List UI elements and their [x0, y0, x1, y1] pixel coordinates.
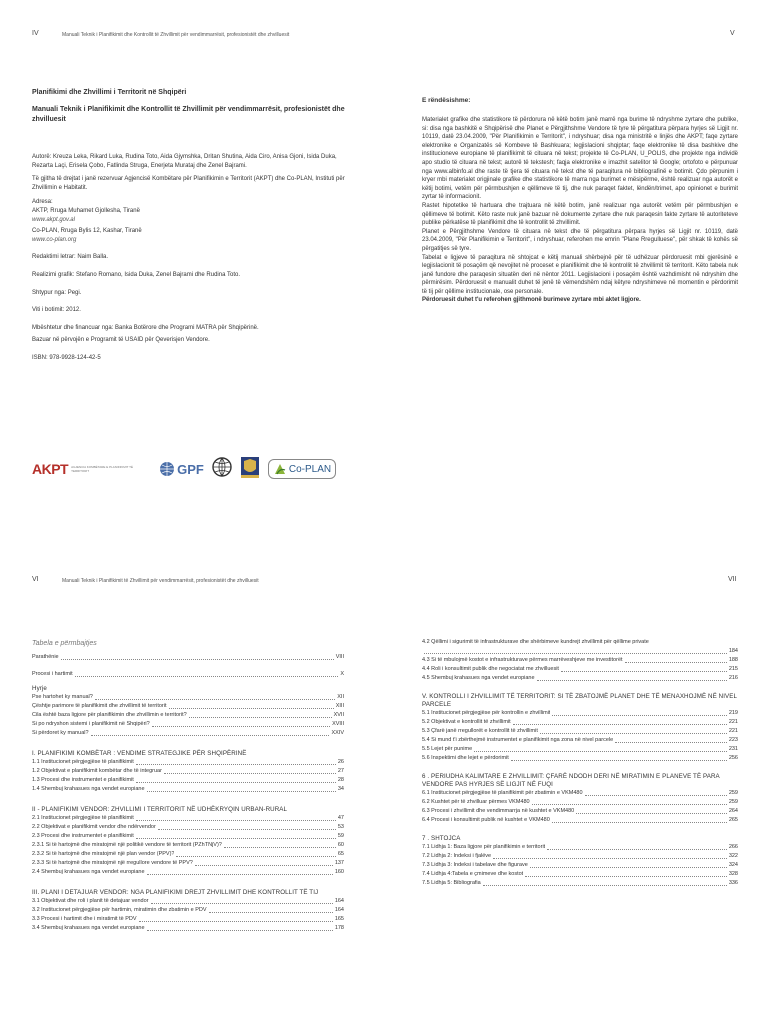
toc-entry[interactable]	[32, 924, 344, 933]
toc-entry[interactable]	[32, 906, 344, 915]
toc-leader	[139, 915, 333, 922]
toc-leader	[158, 823, 336, 830]
toc-entry-text: 5.6 Inspektimi dhe lejet e përdorimit	[422, 755, 509, 761]
toc-entry-page: 219	[728, 710, 738, 716]
toc-leader	[164, 767, 336, 774]
toc-entry-page: 184	[728, 648, 738, 654]
coplan-logo: Co-PLAN	[268, 459, 336, 479]
toc-entry-text: Si po ndryshon sistemi i planifikimit në Shqipëri?	[32, 721, 150, 727]
toc-entry-page: VIII	[335, 654, 344, 660]
toc-entry-page: 215	[728, 666, 738, 672]
toc-leader	[147, 785, 336, 792]
toc-leader	[474, 745, 727, 752]
toc-entry-page: 188	[728, 657, 738, 663]
page-number-left: IV	[32, 30, 39, 37]
toc-leader	[483, 879, 727, 886]
toc-entry-text: 2.4 Shembuj krahasues nga vendet europiane	[32, 869, 145, 875]
toc-left	[32, 640, 344, 933]
toc-entry-page: XXIV	[331, 730, 344, 736]
toc-entry[interactable]	[422, 709, 738, 718]
toc-entry[interactable]	[32, 897, 344, 906]
toc-leader	[532, 798, 727, 805]
toc-leader	[513, 718, 727, 725]
toc-entry-page: XVIII	[332, 721, 344, 727]
world-bank-logo	[212, 457, 232, 482]
toc-list-s4	[422, 638, 738, 683]
toc-list-s3	[32, 897, 344, 933]
toc-leader	[189, 711, 332, 718]
toc-entry-text: 4.5 Shembuj krahasues nga vendet europiane	[422, 675, 535, 681]
toc-entry[interactable]	[422, 727, 738, 736]
toc-entry[interactable]	[32, 850, 344, 859]
toc-entry-page: 165	[334, 916, 344, 922]
toc-entry[interactable]	[32, 841, 344, 850]
toc-entry-page: 216	[728, 675, 738, 681]
important-title: E rëndësishme:	[422, 97, 471, 104]
toc-entry[interactable]	[422, 879, 738, 888]
toc-entry-text: Çështje parimore të planifikimit dhe zhvillimit të territorit	[32, 703, 167, 709]
toc-entry-page: 336	[728, 880, 738, 886]
toc-entry-page: 221	[728, 728, 738, 734]
toc-leader	[424, 647, 727, 654]
toc-leader	[493, 852, 727, 859]
toc-entry-page: 256	[728, 755, 738, 761]
printer: Shtypur nga: Pegi.	[32, 289, 82, 296]
important-para-2: Rastet hipotetike të hartuara dhe trajtuara në këtë botim, janë realizuar nga autorët vetëm për përmbushjen e qëllimeve të botimit. Këto raste nuk janë bazuar në dokumente zyrtare dhe nuk paraqesin fakte zyrtare të autoriteteve publike përkatëse të planifikimit dhe të kontrollit të zhvillimit.	[422, 202, 738, 227]
important-para-1: Materialet grafike dhe statistikore të përdorura në këtë botim janë marrë nga burime të ndryshme zyrtare dhe publike, si: disa nga bashkitë e Shqipërisë dhe Planet e Përgjithshme Vendore të tyre të përgatitura përpara hyrjes së Ligjit nr. 10119, datë 23.04.2009, "Për Planifikimin e Territorit", i ndryshuar; disa nga ministritë e linjës dhe AKPT; faqe zyrtare elektronike e Organizatës së Kombeve të Bashkuara; legjislacioni shqiptar; faqe elektronike të disa bashkive dhe institucioneve europiane të planifikimit të cituara në tekst; projekte të Co-PLAN, U_POLIS, dhe projekte nga individë apo studio të cituara në tekst; autorë të tekstesh; faqja elektronike e imazhit satelitor të Google; ortofoto e përpunuar nga www.albinfo.al dhe raste të tjera të cituara në tekst dhe të paraqitura në bibliografinë e botimit. Çdo përpunim i kryer mbi materialet origjinale grafike dhe statistikore të marra nga burimet e mësipërme, është realizuar nga autorët e këtij botimi, vetëm për përmbushjen e qëllimeve të tij, dhe nuk paraqet faktet, lëndën/trimet, apo opinionet e burimit zyrtar të informacionit.	[422, 117, 738, 201]
toc-right	[422, 638, 738, 888]
toc-entry-page: 328	[728, 871, 738, 877]
toc-entry-text: 2.3 Procesi dhe instrumentet e planifikimit	[32, 833, 134, 839]
rights: Të gjitha të drejtat i janë rezervuar Agjencisë Kombëtare për Planifikimin e Territorit (AKPT) dhe Co-PLAN, Instituti për Zhvillimin e Habitatit.	[32, 176, 345, 191]
toc-entry-page: 265	[728, 817, 738, 823]
toc-entry-page: 178	[334, 925, 344, 931]
toc-entry[interactable]	[32, 814, 344, 823]
toc-list-top-entries	[32, 653, 344, 679]
toc-entry-page: 322	[728, 853, 738, 859]
toc-leader	[95, 693, 335, 700]
toc-entry[interactable]	[32, 758, 344, 767]
toc-list-s2	[32, 814, 344, 877]
link-coplan[interactable]: www.co-plan.org	[32, 236, 77, 243]
toc-entry[interactable]	[32, 711, 344, 720]
address-coplan: Co-PLAN, Rruga Bylis 12, Kashar, Tiranë	[32, 228, 142, 235]
toc-entry-text: 1.1 Institucionet përgjegjëse të planifikimit	[32, 759, 134, 765]
toc-entry[interactable]	[422, 852, 738, 861]
important-para-3: Planet e Përgjithshme Vendore të cituara në tekst dhe të përgatitura përpara hyrjes së Ligjit nr. 10119, datë 23.04.2009, "Për Planifikimin e Territorit", i ndryshuar, referohen me emrin "Plane Rregulluese", për shkak të kohës së përgatitjes së tyre.	[422, 228, 738, 252]
toc-entry-text: 3.1 Objektivat dhe roli i planit të detajuar vendor	[32, 898, 149, 904]
toc-section-1: I. PLANIFIKIMI KOMBËTAR : VENDIME STRATEGJIKE PËR SHQIPËRINË	[32, 750, 247, 757]
isbn: ISBN: 978-9928-124-42-5	[32, 354, 101, 361]
toc-entry-page: 223	[728, 737, 738, 743]
toc-leader	[530, 861, 727, 868]
toc-entry-page: 47	[337, 815, 344, 821]
toc-entry-text: 1.2 Objektivat e planifikimit kombëtar dhe të integruar	[32, 768, 162, 774]
toc-entry-text: 2.2 Objektivat e planifikimit vendor dhe ndërvendor	[32, 824, 156, 830]
toc-entry-text: 7.3 Lidhja 3: Indeksi i tabelave dhe figurave	[422, 862, 528, 868]
toc-leader	[151, 897, 333, 904]
toc-list-hyrje	[32, 693, 344, 738]
link-akpt[interactable]: www.akpt.gov.al	[32, 216, 75, 223]
toc-list-s7	[422, 843, 738, 888]
colophon	[32, 89, 352, 363]
toc-leader	[561, 665, 727, 672]
toc-entry-page: X	[340, 671, 344, 677]
toc-section-hyrje: Hyrje	[32, 685, 47, 692]
toc-entry[interactable]	[32, 776, 344, 785]
page-vi-vii	[0, 512, 768, 1024]
toc-leader	[224, 841, 336, 848]
toc-entry-text: 4.4 Roli i konsultimit publik dhe negociatat me zhvilluesit	[422, 666, 559, 672]
toc-leader	[147, 924, 333, 931]
toc-leader	[136, 814, 336, 821]
toc-entry[interactable]	[32, 767, 344, 776]
toc-entry-text: 6.3 Procesi i zhvillimit dhe vendimmarrja në kushtet e VKM480	[422, 808, 575, 814]
toc-entry-text: 2.3.3 Si të hartojmë dhe miratojmë një rregullore vendore të PPV?	[32, 860, 193, 866]
toc-entry-text: 5.3 Çfarë janë rregullorët e kontrollit të zhvillimit	[422, 728, 538, 734]
netherlands-crest-logo	[240, 455, 260, 484]
toc-leader	[147, 868, 333, 875]
toc-entry[interactable]	[32, 729, 344, 738]
important-notice	[422, 97, 738, 305]
toc-entry[interactable]	[422, 754, 738, 763]
book-title: Planifikimi dhe Zhvillimi i Territorit në Shqipëri	[32, 89, 187, 96]
running-header: Manuali Teknik i Planifikimit të Zhvillimit për vendimmarrësit, profesionistët dhe zhvilluesit	[62, 578, 259, 584]
toc-section-6: 6 . PERIUDHA KALIMTARE E ZHVILLIMIT: ÇFARË NDODH DERI NË MIRATIMIN E PLANEVE TË PARA VENDORE PAS HYRJES SË LIGJIT NË FUQI	[422, 773, 720, 788]
toc-entry[interactable]	[32, 693, 344, 702]
toc-entry-page: XIII	[335, 703, 344, 709]
toc-entry[interactable]	[32, 915, 344, 924]
toc-section-3: III. PLANI I DETAJUAR VENDOR: NGA PLANIFIKIMI DREJT ZHVILLIMIT DHE KONTROLLIT TË TIJ	[32, 889, 319, 896]
toc-entry-text: Si përdoret ky manual?	[32, 730, 89, 736]
toc-leader	[209, 906, 333, 913]
toc-entry-text: 5.4 Si mund t'i zbërthejmë instrumentet e planifikimit nga zona në nivel parcele	[422, 737, 614, 743]
toc-entry[interactable]	[32, 670, 344, 679]
toc-leader	[537, 674, 727, 681]
toc-entry[interactable]	[32, 832, 344, 841]
page-number-right: V	[730, 30, 735, 37]
toc-leader	[585, 789, 727, 796]
toc-leader	[552, 709, 726, 716]
toc-title: Tabela e përmbajtjes	[32, 640, 97, 647]
toc-entry[interactable]	[422, 736, 738, 745]
toc-entry-page: 264	[728, 808, 738, 814]
toc-entry-page: 266	[728, 844, 738, 850]
toc-leader	[525, 870, 727, 877]
toc-leader	[61, 653, 334, 660]
toc-entry-text: 2.1 Institucionet përgjegjëse të planifikimit	[32, 815, 134, 821]
toc-entry-page: 27	[337, 768, 344, 774]
toc-entry[interactable]	[422, 656, 738, 665]
toc-list-s5	[422, 709, 738, 763]
toc-entry[interactable]	[422, 861, 738, 870]
address-block	[32, 198, 352, 244]
toc-entry[interactable]	[32, 868, 344, 877]
toc-entry-page: 259	[728, 799, 738, 805]
toc-leader	[152, 720, 330, 727]
toc-entry-text: 2.3.2 Si të hartojmë dhe miratojmë një plan vendor (PPV)?	[32, 851, 175, 857]
toc-entry[interactable]	[32, 859, 344, 868]
toc-entry-text: 1.3 Procesi dhe instrumentet e planifikimit	[32, 777, 134, 783]
graphic-design: Realizimi grafik: Stefano Romano, Isida Duka, Zenel Bajrami dhe Rudina Toto.	[32, 271, 240, 278]
toc-leader	[576, 807, 727, 814]
toc-entry[interactable]	[422, 870, 738, 879]
toc-entry-page: XII	[337, 694, 344, 700]
toc-entry-text: 7.4 Lidhja 4:Tabela e çmimeve dhe kostot	[422, 871, 524, 877]
toc-leader	[625, 656, 727, 663]
toc-leader	[552, 816, 727, 823]
toc-entry-page: 60	[337, 842, 344, 848]
funding-1: Mbështetur dhe financuar nga: Banka Botërore dhe Programi MATRA për Shqipërinë.	[32, 324, 259, 331]
toc-entry-text: 4.3 Si të mbulojmë kostot e infrastrukturave përmes marrëveshjeve me investitorët	[422, 657, 623, 663]
toc-entry-text: 7.5 Lidhja 5: Bibliografia	[422, 880, 481, 886]
toc-entry-text: 5.2 Objektivat e kontrollit të zhvillimit	[422, 719, 511, 725]
toc-entry[interactable]	[32, 653, 344, 662]
toc-leader	[136, 776, 336, 783]
toc-entry-text: Parathënie	[32, 654, 59, 660]
editor: Redaktimi letrar: Naim Balla.	[32, 254, 109, 261]
toc-entry-page: 137	[334, 860, 344, 866]
toc-entry[interactable]	[422, 718, 738, 727]
important-para-5: Përdoruesit duhet t'u referohen gjithmonë burimeve zyrtare mbi aktet ligjore.	[422, 297, 641, 304]
toc-leader	[91, 729, 330, 736]
sponsor-logos	[32, 453, 336, 485]
toc-leader	[136, 758, 336, 765]
toc-entry-text: 3.3 Procesi i hartimit dhe i miratimit të PDV	[32, 916, 137, 922]
toc-entry[interactable]	[422, 674, 738, 683]
toc-leader	[176, 850, 335, 857]
toc-entry-page: 26	[337, 759, 344, 765]
toc-entry-text: Cila është baza ligjore për planifikimin dhe zhvillimin e territorit?	[32, 712, 187, 718]
toc-entry[interactable]	[422, 798, 738, 807]
toc-entry-text: 7.2 Lidhja 2: Indeksi i fjalëve	[422, 853, 492, 859]
toc-leader	[169, 702, 334, 709]
toc-entry[interactable]	[422, 816, 738, 825]
toc-section-7: 7 . SHTOJCA	[422, 835, 461, 842]
akpt-logo: AKPT AGJENCIA KOMBËTARE E PLANIFIKIMIT TË TERRITORIT	[32, 461, 133, 477]
toc-entry-page: 221	[728, 719, 738, 725]
toc-entry-page: 160	[334, 869, 344, 875]
toc-entry[interactable]	[422, 843, 738, 852]
toc-entry-page: 65	[337, 851, 344, 857]
toc-leader	[547, 843, 727, 850]
toc-entry-text: 7.1 Lidhja 1: Baza ligjore për planifikimin e territorit	[422, 844, 546, 850]
toc-entry-text: 6.2 Kushtet për të zhvilluar përmes VKM480	[422, 799, 530, 805]
important-para-4: Tabelat e ligjeve të paraqitura në shtojcat e këtij manuali shërbejnë për të udhëzuar përdoruesit mbi gjerësinë e legjislacionit të posaçëm që nevojitet në proceset e planifikimit dhe të kontrollit të zhvillimit të territorit. Këto tabela nuk janë fundore dhe paraqesin situatën deri në nëntor 2011. Legjislacioni i posaçëm është vazhdimisht në ndryshim dhe përmirësim. Përdoruesit e manualit duhet të jenë të vëmendshëm ndaj këtyre ndryshimeve në momentin e përdorimit të tij për qëllime institucionale, ose personale.	[422, 254, 738, 295]
toc-leader	[75, 670, 339, 677]
toc-entry[interactable]	[422, 665, 738, 674]
page-number-right: VII	[728, 576, 737, 583]
toc-entry-page: 34	[337, 786, 344, 792]
toc-entry-text: 4.2 Qëllimi i sigurimit të infrastrukturave dhe shërbimeve kundrejt zhvillimit për qëllime private	[422, 639, 649, 645]
toc-entry[interactable]	[422, 745, 738, 754]
toc-entry-text: 6.1 Institucionet përgjegjëse të planifikimit për zbatimin e VKM480	[422, 790, 583, 796]
toc-entry-page: 28	[337, 777, 344, 783]
toc-section-5: V. KONTROLLI I ZHVILLIMIT TË TERRITORIT: SI TË ZBATOJMË PLANET DHE TË MENAXHOJMË NË NIVEL PARCELE	[422, 693, 737, 708]
authors: Autorë: Kreuza Leka, Rikard Luka, Rudina Toto, Aida Gjymshka, Dritan Shutina, Aida Ciro, Anisa Gjoni, Isida Duka, Rezarta Laçi, Erisela Çobo, Fatlinda Struga, Enerjeta Murataj dhe Zenel Bajrami.	[32, 154, 337, 169]
toc-leader	[540, 727, 727, 734]
toc-entry[interactable]	[32, 823, 344, 832]
toc-section-2: II - PLANIFIKIMI VENDOR: ZHVILLIMI I TERRITORIT NË UDHËKRYQIN URBAN-RURAL	[32, 806, 288, 813]
toc-entry-page: 53	[337, 824, 344, 830]
toc-leader	[195, 859, 333, 866]
page-number-left: VI	[32, 576, 39, 583]
address-akpt: AKTP, Rruga Muhamet Gjollesha, Tiranë	[32, 207, 140, 214]
toc-entry[interactable]	[422, 789, 738, 798]
toc-leader	[136, 832, 336, 839]
toc-entry-text: 5.5 Lejet për punime	[422, 746, 473, 752]
toc-entry-page: XVII	[333, 712, 344, 718]
toc-entry[interactable]	[422, 807, 738, 816]
toc-entry-text: Pse hartohet ky manual?	[32, 694, 93, 700]
toc-entry-page: 164	[334, 898, 344, 904]
toc-entry-page: 59	[337, 833, 344, 839]
toc-entry-text: 6.4 Procesi i konsultimit publik në kushtet e VKM480	[422, 817, 550, 823]
toc-leader	[511, 754, 727, 761]
toc-entry[interactable]	[32, 702, 344, 711]
address-label: Adresa:	[32, 199, 53, 206]
toc-leader	[615, 736, 727, 743]
toc-entry[interactable]	[422, 638, 738, 656]
gpf-logo: GPF	[159, 461, 204, 477]
toc-entry-text: 5.1 Institucionet përgjegjëse për kontrollin e zhvillimit	[422, 710, 551, 716]
toc-entry-page: 164	[334, 907, 344, 913]
toc-entry-page: 259	[728, 790, 738, 796]
funding-2: Bazuar në përvojën e Programit të USAID për Qeverisjen Vendore.	[32, 337, 210, 344]
toc-entry[interactable]	[32, 785, 344, 794]
toc-list-s1	[32, 758, 344, 794]
toc-entry-text: Procesi i hartimit	[32, 671, 73, 677]
pub-year: Viti i botimit: 2012.	[32, 307, 81, 314]
toc-entry-text: 3.2 Institucionet përgjegjëse për hartimin, miratimin dhe zbatimin e PDV	[32, 907, 207, 913]
running-header: Manuali Teknik i Planifikimit dhe Kontrollit të Zhvillimit për vendimmarrësit, profesionistët dhe zhvilluesit	[62, 32, 290, 38]
toc-entry-text: 3.4 Shembuj krahasues nga vendet europiane	[32, 925, 145, 931]
toc-list-s6	[422, 789, 738, 825]
toc-entry-text: 2.3.1 Si të hartojmë dhe miratojmë një politikë vendore të territorit (PZhTNjV)?	[32, 842, 222, 848]
toc-entry[interactable]	[32, 720, 344, 729]
toc-entry-page: 324	[728, 862, 738, 868]
toc-entry-page: 231	[728, 746, 738, 752]
toc-entry-text: 1.4 Shembuj krahasues nga vendet europiane	[32, 786, 145, 792]
book-subtitle: Manuali Teknik i Planifikimit dhe Kontrollit të Zhvillimit për vendimmarrësit, profesionistët dhe zhvilluesit	[32, 106, 345, 123]
